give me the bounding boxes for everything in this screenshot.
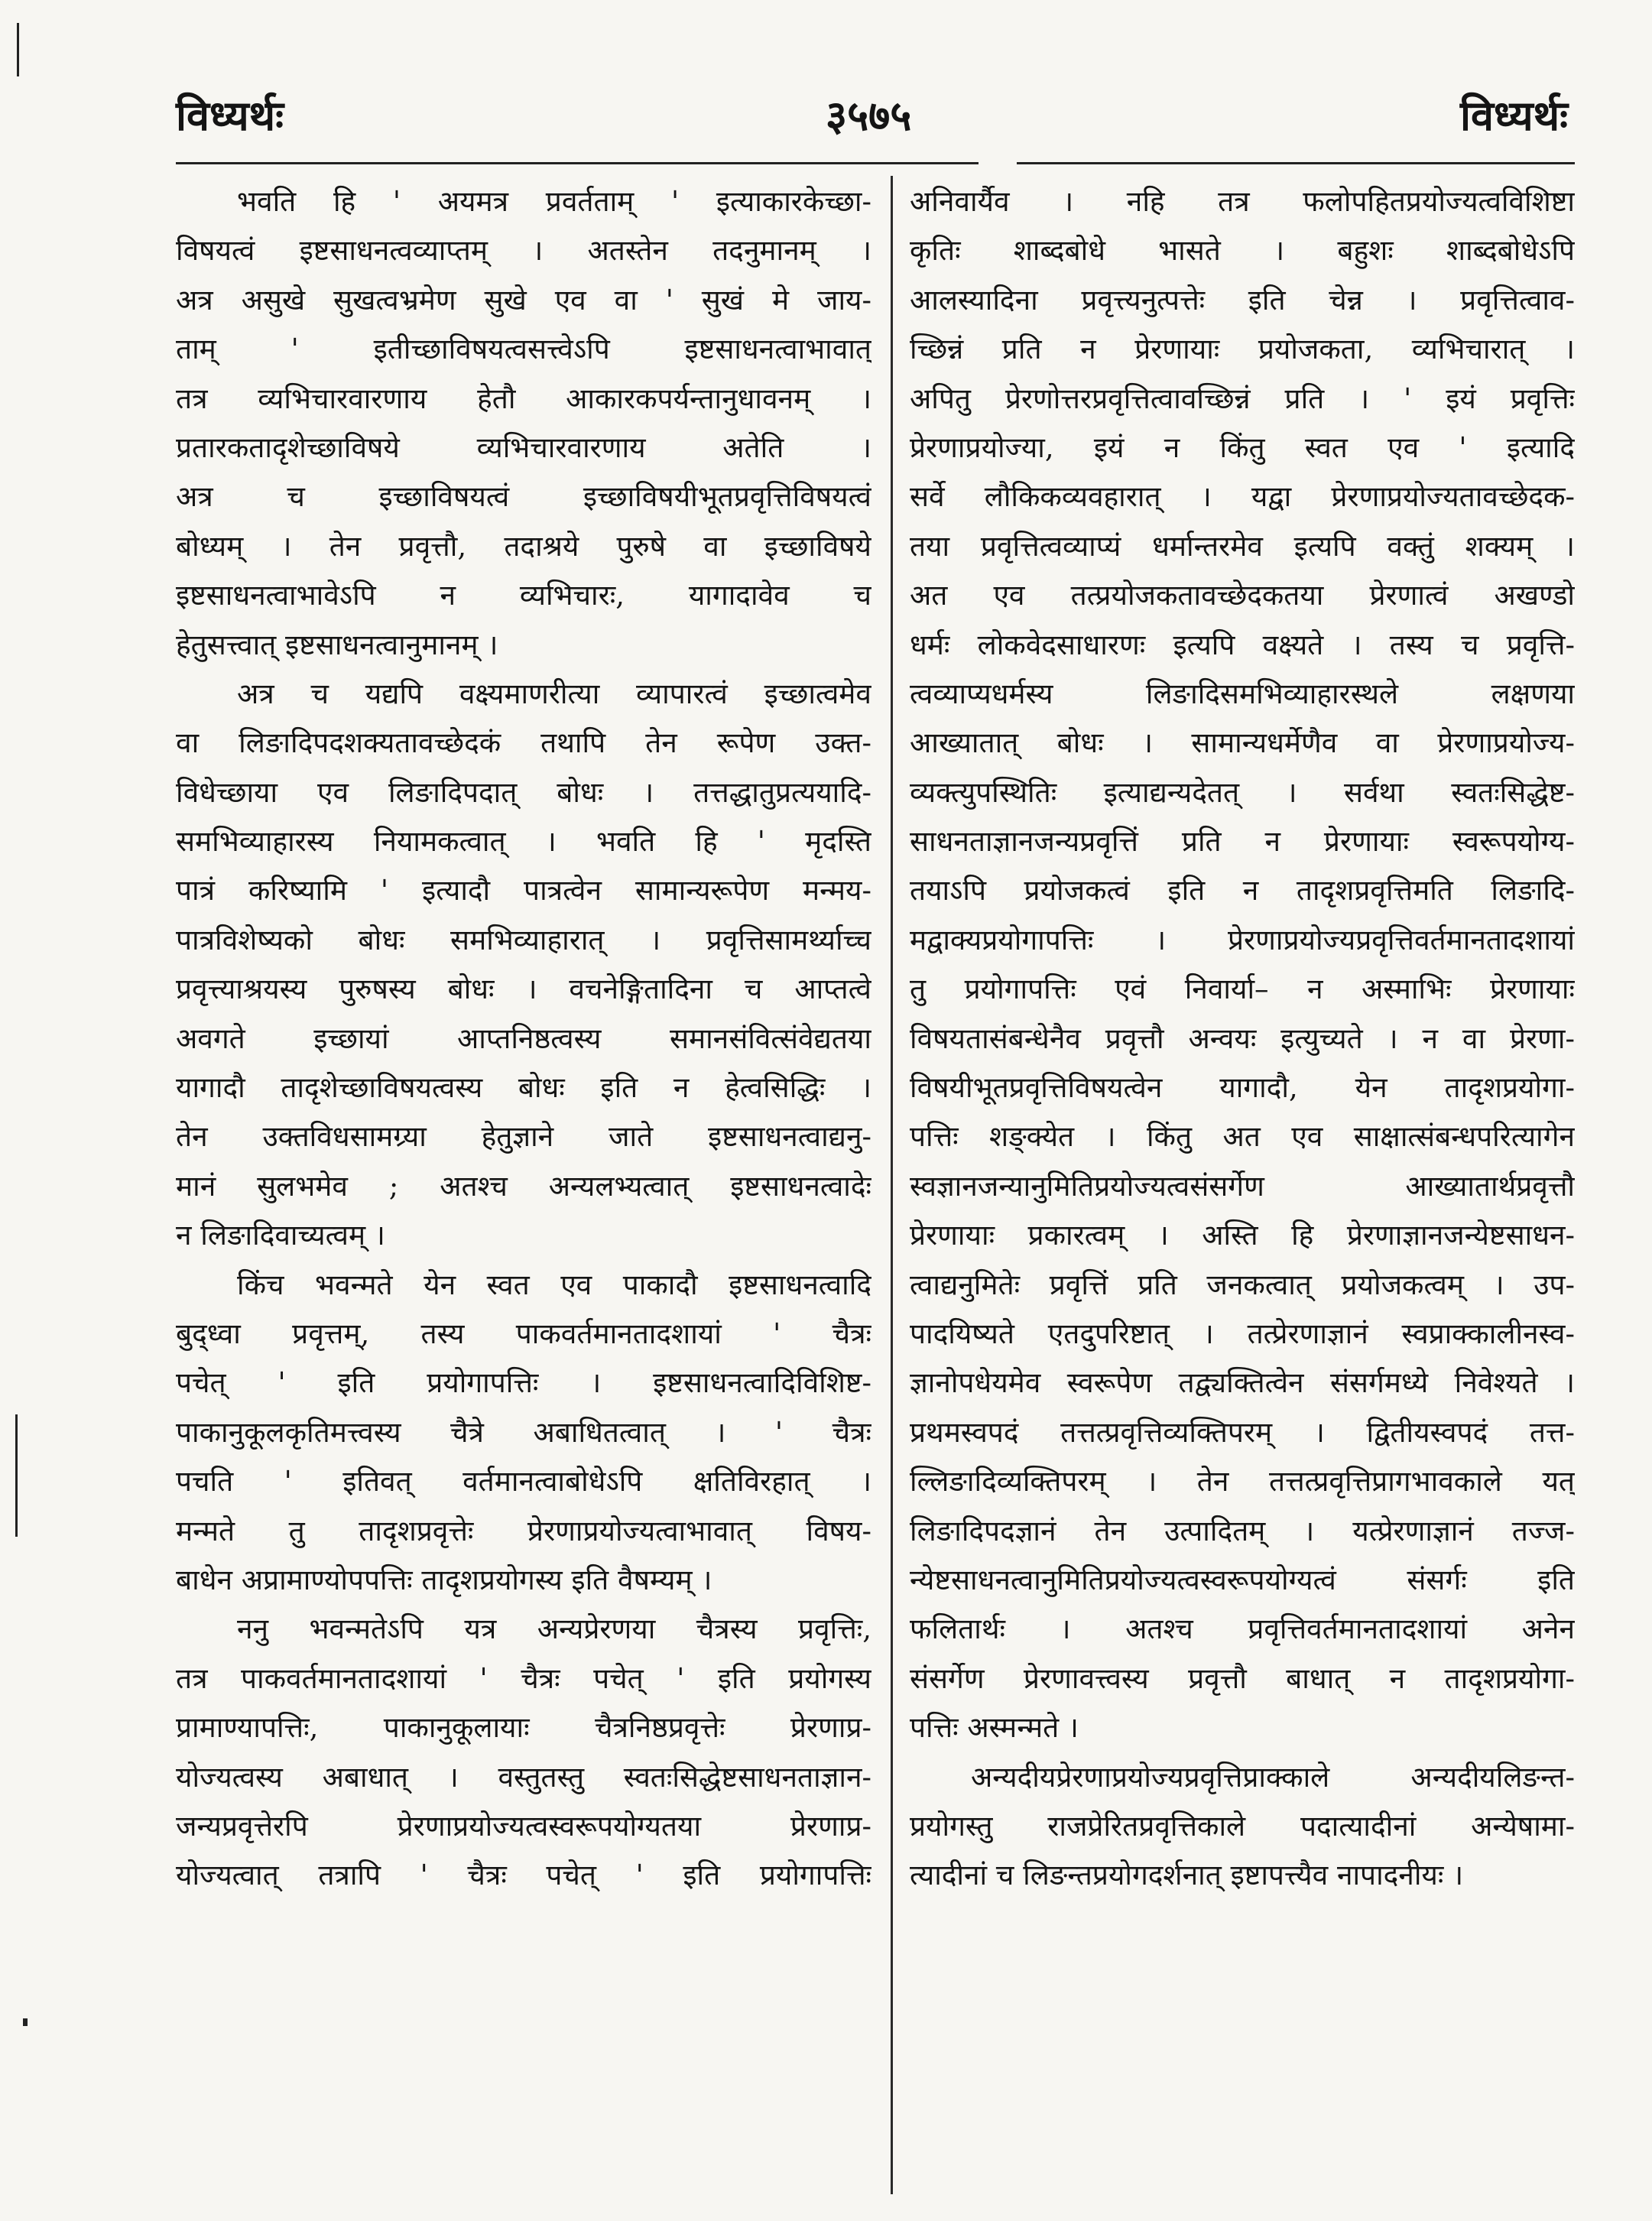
text-line: तु प्रयोगापत्तिः एवं निवार्या– न अस्माभिः प्रेरणायाः [910,972,1575,1006]
text-line: अनिवार्यैव । नहि तत्र फलोपहितप्रयोज्यत्वविशिष्टा [910,185,1575,218]
column-divider [891,176,893,2194]
text-line: पादयिष्यते एतदुपरिष्टात् । तत्प्रेरणाज्ञानं स्वप्राक्कालीनस्व- [910,1317,1575,1350]
text-line: आख्यातात् बोधः । सामान्यधर्मेणैव वा प्रेरणाप्रयोज्य- [910,726,1575,760]
scan-margin-mark [23,2018,28,2026]
text-line: स्वज्ञानजन्यानुमितिप्रयोज्यत्वसंसर्गेण आख्यातार्थप्रवृत्तौ [910,1169,1575,1203]
text-line: तत्र व्यभिचारवारणाय हेतौ आकारकपर्यन्तानुधावनम् । [176,382,871,415]
text-line: पाकानुकूलकृतिमत्त्वस्य चैत्रे अबाधितत्वात् । ' चैत्रः [176,1415,871,1449]
text-line: साधनताज्ञानजन्यप्रवृत्तिं प्रति न प्रेरणायाः स्वरूपयोग्य- [910,825,1575,859]
text-line: च्छिन्नं प्रति न प्रेरणायाः प्रयोजकता, व्यभिचारात् । [910,333,1575,366]
text-line: विषयत्वं इष्टसाधनत्वव्याप्तम् । अतस्तेन तदनुमानम् । [176,234,871,268]
text-line: पात्रविशेष्यको बोधः समभिव्याहारात् । प्रवृत्तिसामर्थ्याच्च [176,923,871,956]
text-line: बोध्यम् । तेन प्रवृत्तौ, तदाश्रये पुरुषे वा इच्छाविषये [176,529,871,563]
text-line: अत्र असुखे सुखत्वभ्रमेण सुखे एव वा ' सुखं मे जाय- [176,283,871,317]
text-line: अपितु प्रेरणोत्तरप्रवृत्तित्वावच्छिन्नं प्रति । ' इयं प्रवृत्तिः [910,382,1575,415]
text-line: कृतिः शाब्दबोधे भासते । बहुशः शाब्दबोधेऽपि [910,234,1575,268]
running-header-left: विध्यर्थः [176,91,284,140]
text-line: व्यक्त्युपस्थितिः इत्याद्यन्यदेतत् । सर्वथा स्वतःसिद्धेष्ट- [910,775,1575,809]
text-line: बाधेन अप्रामाण्योपपत्तिः तादृशप्रयोगस्य इति वैषम्यम् । [176,1563,712,1596]
text-line: अन्यदीयप्रेरणाप्रयोज्यप्रवृत्तिप्राक्काले अन्यदीयलिङन्त- [971,1760,1575,1794]
text-line: भवति हि ' अयमत्र प्रवर्तताम् ' इत्याकारकेच्छा- [237,185,871,218]
text-line: विषयीभूतप्रवृत्तिविषयत्वेन यागादौ, येन तादृशप्रयोगा- [910,1071,1575,1105]
text-line: पचति ' इतिवत् वर्तमानत्वाबोधेऽपि क्षतिविरहात् । [176,1465,871,1499]
text-line: ल्लिङादिव्यक्तिपरम् । तेन तत्तत्प्रवृत्तिप्रागभावकाले यत् [910,1465,1575,1499]
text-line: अत्र च इच्छाविषयत्वं इच्छाविषयीभूतप्रवृत्तिविषयत्वं [176,480,871,514]
text-line: त्यादीनां च लिङन्तप्रयोगदर्शनात् इष्टापत्त्यैव नापादनीयः । [910,1859,1464,1892]
text-line: ज्ञानोपधेयमेव स्वरूपेण तद्व्यक्तित्वेन संसर्गमध्ये निवेश्यते । [910,1366,1575,1400]
text-line: प्रतारकतादृशेच्छाविषये व्यभिचारवारणाय अतेति । [176,430,871,464]
text-line: प्रेरणायाः प्रकारत्वम् । अस्ति हि प्रेरणाज्ञानजन्येष्टसाधन- [910,1219,1575,1252]
text-line: सर्वे लौकिकव्यवहारात् । यद्वा प्रेरणाप्रयोज्यतावच्छेदक- [910,480,1575,514]
page-number: ३५७५ [826,91,912,140]
text-line: अवगते इच्छायां आप्तनिष्ठत्वस्य समानसंवित्संवेद्यतया [176,1021,871,1055]
text-line: फलितार्थः । अतश्च प्रवृत्तिवर्तमानतादशायां अनेन [910,1612,1575,1646]
text-line: यागादौ तादृशेच्छाविषयत्वस्य बोधः इति न हेत्वसिद्धिः । [176,1071,871,1105]
text-column-right [910,177,1575,1901]
text-line: संसर्गेण प्रेरणावत्त्वस्य प्रवृत्तौ बाधात् न तादृशप्रयोगा- [910,1661,1575,1695]
text-line: तेन उक्तविधसामग्र्या हेतुज्ञाने जाते इष्टसाधनत्वाद्यनु- [176,1120,871,1154]
text-line: वा लिङादिपदशक्यतावच्छेदकं तथापि तेन रूपेण उक्त- [176,726,871,760]
text-line: धर्मः लोकवेदसाधारणः इत्यपि वक्ष्यते । तस्य च प्रवृत्ति- [910,628,1575,661]
text-line: पत्तिः अस्मन्मते । [910,1711,1079,1745]
scan-margin-mark [17,23,19,76]
text-line: तया प्रवृत्तित्वव्याप्यं धर्मान्तरमेव इत्यपि वक्तुं शक्यम् । [910,529,1575,563]
scan-margin-mark [15,1414,18,1537]
text-line: प्रथमस्वपदं तत्तत्प्रवृत्तिव्यक्तिपरम् । द्वितीयस्वपदं तत्त- [910,1415,1575,1449]
text-line: मानं सुलभमेव ; अतश्च अन्यलभ्यत्वात् इष्टसाधनत्वादेः [176,1169,871,1203]
text-line: मद्वाक्यप्रयोगापत्तिः । प्रेरणाप्रयोज्यप्रवृत्तिवर्तमानतादशायां [910,923,1575,956]
text-line: पत्तिः शङ्क्येत । किंतु अत एव साक्षात्संबन्धपरित्यागेन [910,1120,1575,1154]
text-line: विधेच्छाया एव लिङादिपदात् बोधः । तत्तद्धातुप्रत्ययादि- [176,775,871,809]
text-line: समभिव्याहारस्य नियामकत्वात् । भवति हि ' मृदस्ति [176,825,871,859]
text-line: पचेत् ' इति प्रयोगापत्तिः । इष्टसाधनत्वादिविशिष्ट- [176,1366,871,1400]
text-line: त्वव्याप्यधर्मस्य लिङादिसमभिव्याहारस्थले लक्षणया [910,677,1575,710]
text-line: योज्यत्वात् तत्रापि ' चैत्रः पचेत् ' इति प्रयोगापत्तिः [176,1859,871,1892]
header-rule-left [176,162,979,164]
text-line: मन्मते तु तादृशप्रवृत्तेः प्रेरणाप्रयोज्यत्वाभावात् विषय- [176,1514,871,1547]
text-line: प्रयोगस्तु राजप्रेरितप्रवृत्तिकाले पदात्यादीनां अन्येषामा- [910,1809,1575,1843]
text-line: तयाऽपि प्रयोजकत्वं इति न तादृशप्रवृत्तिमति लिङादि- [910,874,1575,908]
text-line: आलस्यादिना प्रवृत्त्यनुत्पत्तेः इति चेन्न । प्रवृत्तित्वाव- [910,283,1575,317]
text-line: किंच भवन्मते येन स्वत एव पाकादौ इष्टसाधनत्वादि [237,1268,871,1301]
text-line: त्वाद्यनुमितेः प्रवृत्तिं प्रति जनकत्वात् प्रयोजकत्वम् । उप- [910,1268,1575,1301]
text-line: हेतुसत्त्वात् इष्टसाधनत्वानुमानम् । [176,628,498,661]
text-line: अत्र च यद्यपि वक्ष्यमाणरीत्या व्यापारत्वं इच्छात्वमेव [237,677,871,710]
text-line: बुद्ध्वा प्रवृत्तम्, तस्य पाकवर्तमानतादशायां ' चैत्रः [176,1317,871,1350]
text-line: न लिङादिवाच्यत्वम् । [176,1219,385,1252]
text-line: इष्टसाधनत्वाभावेऽपि न व्यभिचारः, यागादावेव च [176,579,871,612]
text-line: योज्यत्वस्य अबाधात् । वस्तुतस्तु स्वतःसिद्धेष्टसाधनताज्ञान- [176,1760,871,1794]
text-line: प्रामाण्यापत्तिः, पाकानुकूलायाः चैत्रनिष्ठप्रवृत्तेः प्रेरणाप्र- [176,1711,871,1745]
text-line: जन्यप्रवृत्तेरपि प्रेरणाप्रयोज्यत्वस्वरूपयोग्यतया प्रेरणाप्र- [176,1809,871,1843]
text-line: लिङादिपदज्ञानं तेन उत्पादितम् । यत्प्रेरणाज्ञानं तज्ज- [910,1514,1575,1547]
text-line: विषयतासंबन्धेनैव प्रवृत्तौ अन्वयः इत्युच्यते । न वा प्रेरणा- [910,1021,1575,1055]
text-line: पात्रं करिष्यामि ' इत्यादौ पात्रत्वेन सामान्यरूपेण मन्मय- [176,874,871,908]
text-line: ताम् ' इतीच्छाविषयत्वसत्त्वेऽपि इष्टसाधनत्वाभावात् [176,333,871,366]
text-line: न्येष्टसाधनत्वानुमितिप्रयोज्यत्वस्वरूपयोग्यत्वं संसर्गः इति [910,1563,1575,1596]
running-header-right: विध्यर्थः [1460,91,1569,140]
text-column-left [176,177,871,1901]
text-line: प्रेरणाप्रयोज्या, इयं न किंतु स्वत एव ' इत्यादि [910,430,1575,464]
text-line: प्रवृत्त्याश्रयस्य पुरुषस्य बोधः । वचनेङ्गितादिना च आप्तत्वे [176,972,871,1006]
text-line: तत्र पाकवर्तमानतादशायां ' चैत्रः पचेत् ' इति प्रयोगस्य [176,1661,871,1695]
text-line: ननु भवन्मतेऽपि यत्र अन्यप्रेरणया चैत्रस्य प्रवृत्तिः, [237,1612,871,1646]
header-rule-right [1017,162,1575,164]
text-line: अत एव तत्प्रयोजकतावच्छेदकतया प्रेरणात्वं अखण्डो [910,579,1575,612]
